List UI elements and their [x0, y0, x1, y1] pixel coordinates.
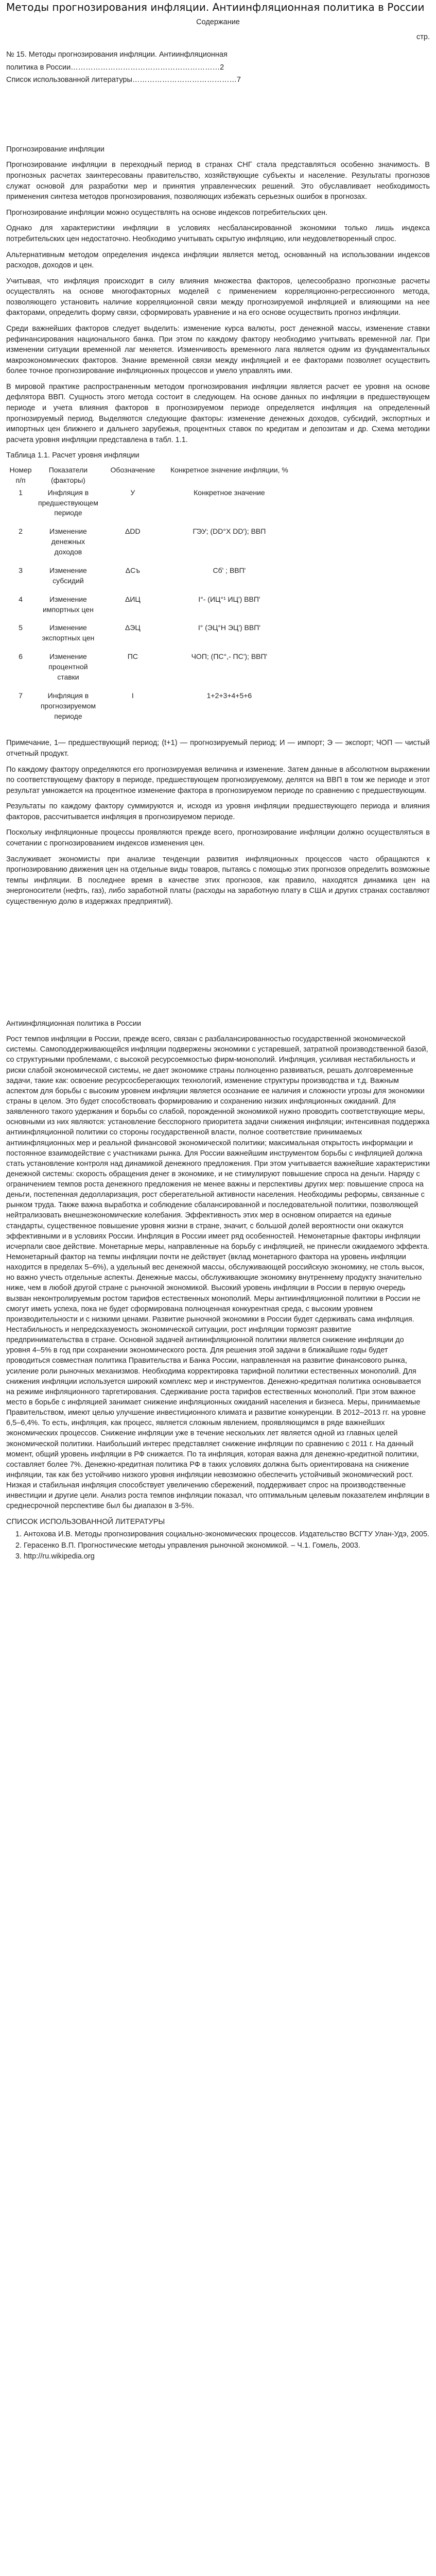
table-cell: Изменение процентной ставки: [48, 652, 88, 681]
table-cell: I°- (ИЦ°¹ ИЦ') ВВП': [198, 595, 260, 603]
table-cell: 1: [19, 488, 23, 497]
table-cell: 7: [19, 691, 23, 700]
table-cell: Конкретное значение: [194, 488, 265, 497]
table-cell: ΔCъ: [125, 566, 140, 574]
table-cell: Инфляция в прогнозируемом периоде: [40, 691, 96, 720]
references-list: [6, 1529, 430, 1562]
references: [6, 1517, 430, 1562]
section-anti-inflation: [6, 1019, 430, 1512]
paragraph: Альтернативным методом определения индекса инфляции является метод, основанный на использовании индексов расходов, доходов и цен.: [6, 250, 430, 270]
table-row: [6, 690, 294, 729]
reference-item[interactable]: 3. http://ru.wikipedia.org: [24, 1551, 430, 1562]
table-cell: Изменение экспортных цен: [42, 623, 95, 642]
table-header: Номер п/п: [9, 465, 32, 484]
table-cell: Инфляция в предшествующем периоде: [38, 488, 98, 517]
reference-item: 1. Антохова И.В. Методы прогнозирования социально-экономических процессов. Издательство ВСГТУ Улан-Удэ, 2005.: [24, 1529, 430, 1540]
table-row: [6, 594, 294, 622]
table-cell: ΠС: [127, 652, 138, 661]
table-row: [6, 622, 294, 651]
table-header: Конкретное значение инфляции, %: [170, 465, 288, 474]
table-cell: 4: [19, 595, 23, 603]
document-page: [0, 1, 436, 1562]
table-cell: ЧОП; (ПС°,- ПС'); ВВП': [191, 652, 268, 661]
table-header: Показатели (факторы): [48, 465, 88, 484]
table-cell: Изменение импортных цен: [43, 595, 94, 614]
table-row: [6, 651, 294, 690]
table-caption: Таблица 1.1. Расчет уровня инфляции: [6, 451, 139, 460]
paragraph: Поскольку инфляционные процессы проявляются прежде всего, прогнозирование инфляции должно осуществляться в сочетании с прогнозированием индексов изменения цен.: [6, 828, 430, 848]
toc-item-1-line-2[interactable]: политика в России……………………………………………………2: [6, 63, 224, 72]
toc-heading: Содержание: [196, 18, 240, 26]
toc-item-1-line-1[interactable]: № 15. Методы прогнозирования инфляции. Антиинфляционная: [6, 50, 228, 59]
page-break-spacer: [6, 88, 430, 139]
table-cell: I° (ЭЦ°Н ЭЦ') ВВП': [198, 623, 260, 632]
table-cell: 5: [19, 623, 23, 632]
paragraph: Прогнозирование инфляции в переходный период в странах СНГ стала представляться особенно значимость. В прогнозных расчетах заинтересованы правительство, хозяйствующие субъекты и население. Результаты прогнозов служат основой для разработки мер и принятия управленческих решений. Это обуславливает необходимость применения синтеза методов прогнозирования, позволяющих избежать серьезных ошибок в прогнозах.: [6, 161, 430, 201]
table-row: [6, 526, 294, 565]
document-title: Методы прогнозирования инфляции. Антиинфляционная политика в России: [6, 1, 425, 13]
section-forecasting: [6, 144, 430, 907]
table-cell: 2: [19, 527, 23, 536]
paragraph: В мировой практике распространенным методом прогнозирования инфляции является расчет ее уровня на основе дефлятора ВВП. Сущность этого метода состоит в следующем. На основе данных по инфляции в предшествующем периоде и учета влияния факторов в прогнозируемом периоде определяется инфляция на определенный прогнозируемый период. Выделяются следующие факторы: изменение денежных доходов, субсидий, экспортных и импортных цен ближнего и дальнего зарубежья, процентных ставок по кредитам и депозитам и др. Схема методики расчета уровня инфляции представлена в табл. 1.1.: [6, 382, 430, 444]
table-cell: ΔИЦ: [125, 595, 141, 603]
table-cell: Изменение субсидий: [49, 566, 87, 585]
paragraph: Среди важнейших факторов следует выделить: изменение курса валюты, рост денежной массы, изменение ставки рефинансирования национального банка. При этом по каждому фактору необходимо учитывать временной лаг. При изменении ситуации временной лаг меняется. Изменчивость временного лага является одним из фундаментальных макроэкономических факторов. Знание временной связи между инфляцией и ее факторами позволяет осуществить более точное прогнозирование инфляционных процессов и умело управлять ими.: [6, 324, 430, 376]
section-heading: Прогнозирование инфляции: [6, 145, 104, 154]
table-cell: Г̄ЭУ; (DD°Х DD'); ВВП: [193, 527, 266, 536]
paragraph: По каждому фактору определяются его прогнозируемая величина и изменение. Затем данные в абсолютном выражении по соответствующему фактору в периоде, предшествующем прогнозируемому, делятся на ВВП в том же периоде и этот результат умножается на процентное изменение фактора в прогнозируемом периоде по сравнению с предшествующим.: [6, 765, 430, 795]
paragraph: Рост темпов инфляции в России, прежде всего, связан с разбалансированностью государственной экономической системы. Самоподдерживающейся инфляции подвержены экономики с устаревшей, затратной производственной базой, со структурными проблемами, с высокой ресурсоемкостью фирм-монополий. Инфляция, усиливая нестабильность и риски слабой экономической системы, не дает экономике страны полноценно развиваться, решать долговременные задачи, такие как: освоение ресурсосберегающих технологий, изменение структуры производства и т.д. Важным аспектом для борьбы с высоким уровнем инфляции является осознание ее наличия и сложности угрозы для экономики страны в целом. Это будет способствовать формированию и сохранению низких инфляционных ожиданий. Для заявленного такого удержания и борьбы со слабой, порожденной экономикой нужно проводить соответствующие меры, основными из них являются: установление бесспорного приоритета задачи снижения инфляции; интенсивная поддержка антиинфляционной политики со стороны государственной власти, полное соответствие принимаемых антиинфляционных мер и реальной финансовой экономической политики; максимальная открытость информации и постоянное взаимодействие с участниками рынка. Для России важнейшим инструментом борьбы с инфляцией должна стать установление контроля над динамикой денежного предложения. При этом учитывается важнейшие характеристики денежной системы: скорость обращения денег в экономике, и не стимулируют повышение спроса на деньги. Наряду с ограничением темпов роста денежного предложения не менее важны и перспективы других мер: повышение спроса на деньги, постепенная дедолларизация, рост сберегательной активности населения. Необходимы реформы, связанные с рынком труда. Также важна выработка и соблюдение сбалансированной и последовательной политики, позволяющей нейтрализовать внешнеэкономические колебания. Эффективность этих мер в основном опирается на единые стандарты, существенное повышение уровня жизни в стране, значит, с большой долей вероятности они окажутся эффективными и в условиях России. Инфляция в России имеет ряд особенностей. Немонетарные факторы инфляции исчерпали свое действие. Монетарные меры, направленные на борьбу с инфляцией, не принесли ожидаемого эффекта. Немонетарный фактор на темпы инфляции почти не действует (вклад монетарного фактора на уровень инфляции находится в пределах 5–6%), а удельный вес денежной массы, обслуживающей российскую экономику, не столь высок, но важно учесть отдельные аспекты. Денежные массы, обслуживающие экономику внутреннему продукту значительно ниже, чем в любой другой стране с рыночной экономикой. Высокий уровень инфляции в России в первую очередь вызван неконтролируемым ростом тарифов естественных монополий. Меры антиинфляционной политики в России не смогут иметь успеха, пока не будет сформирована полноценная конкурентная среда, с высоким уровнем производительности и с низкими ценами. Развитие рыночной экономики в России будет сдерживать сама инфляция. Нестабильность и непредсказуемость экономической ситуации, рост инфляции тормозят развитие предпринимательства в стране. Основной задачей антиинфляционной политики является снижение инфляции до уровня 4–5% в год при сохранении экономического роста. Для решения этой задачи в ближайшие годы будет проводиться совместная политика Правительства и Банка России, направленная на развитие финансового рынка, усиление роли рыночных механизмов. Необходима корректировка тарифной политики естественных монополий. Для снижения инфляции используется широкий комплекс мер и инструментов. Денежно-кредитная политика основывается на режиме инфляционного таргетирования. Сдерживание роста тарифов естественных монополий. При этом важное место в борьбе с инфляцией занимает снижение инфляционных ожиданий населения и бизнеса. Меры, принимаемые Правительством, имеют целью улучшение инвестиционного климата и развитие конкуренции. В 2012–2013 гг. на уровне 6,5–6,4%. То есть, инфляция, как процесс, является сложным явлением, проявляющимся в ряде важнейших экономических процессов. Снижение инфляции уже в течение нескольких лет является одной из главных целей экономической политики. Наибольший интерес представляет снижение инфляции по сравнению с 2011 г. На данный момент, общий уровень инфляции в РФ снижается. По та инфляция, которая важна для денежно-кредитной политики, составляет более 7%. Денежно-кредитная политика РФ в таких условиях должна быть ориентирована на снижение инфляции, так как без устойчиво низкого уровня инфляции невозможно обеспечить устойчивый экономический рост. Низкая и стабильная инфляция способствует увеличению сбережений, поддерживает спрос на производственные инвестиции и другие цели. Анализ роста темпов инфляции показал, что оптимальным целевым показателем инфляции в среднесрочной перспективе был бы диапазон в 3-5%.: [6, 1035, 430, 1511]
table-header: Обозначение: [110, 465, 155, 474]
toc-page-label: стр.: [416, 32, 430, 41]
table-cell: ΔЭЦ: [125, 623, 141, 632]
toc-item-2[interactable]: Список использованной литературы……………………………………7: [6, 76, 241, 84]
table-cell: Изменение денежных доходов: [49, 527, 87, 556]
reference-item: 2. Герасенко В.П. Прогностические методы управления рыночной экономикой. – Ч.1. Гомель, 2003.: [24, 1540, 430, 1551]
paragraph: Заслуживает экономисты при анализе тенденции развития инфляционных процессов часто обращаются к прогнозированию движения цен на отдельные виды товаров, пытаясь с помощью этих прогнозов определить возможные темпы инфляции. В последнее время в качестве этих прогнозов, как правило, находятся динамика цен на энергоносители (нефть, газ), либо заработной платы (расходы на заработную плату в США и других странах составляют существенную долю в издержках предприятий).: [6, 855, 430, 906]
table-of-contents: [6, 17, 430, 86]
paragraph: Учитывая, что инфляция происходит в силу влияния множества факторов, целесообразно прогнозные расчеты осуществлять на основе многофакторных моделей с применением корреляционно-регрессионного метода, позволяющего установить наличие корреляционной связи между прогнозируемой инфляцией и влияющими на нее факторами, определить форму связи, сформировать уравнение и на его основе осуществить прогноз инфляции.: [6, 277, 430, 317]
table-cell: У: [130, 488, 135, 497]
table-row: [6, 487, 294, 526]
table-row: [6, 565, 294, 594]
table-cell: 1+2+3+4+5+6: [206, 691, 252, 700]
table-cell: ΔDD: [125, 527, 141, 536]
table-cell: Сб' ; ВВП': [213, 566, 246, 574]
table-note: Примечание, 1— предшествующий период; (t+1) — прогнозируемый период; И — импорт; Э — экспорт; ЧОП — чистый отчетный продукт.: [6, 739, 430, 758]
inflation-calc-table: [6, 464, 294, 729]
paragraph: Однако для характеристики инфляции в условиях несбалансированной экономики только лишь индекса потребительских цен недостаточно. Необходимо учитывать скрытую инфляцию, или неудовлетворенный спрос.: [6, 224, 430, 243]
references-heading: СПИСОК ИСПОЛЬЗОВАННОЙ ЛИТЕРАТУРЫ: [6, 1517, 165, 1526]
table-cell: 3: [19, 566, 23, 574]
table-cell: I: [131, 691, 134, 700]
table-cell: 6: [19, 652, 23, 661]
paragraph: Результаты по каждому фактору суммируются и, исходя из уровня инфляции предшествующего периода и влияния факторов, рассчитывается инфляция в прогнозируемом периоде.: [6, 802, 430, 821]
section-heading: Антиинфляционная политика в России: [6, 1019, 142, 1028]
page-break-spacer: [6, 912, 430, 1013]
paragraph: Прогнозирование инфляции можно осуществлять на основе индексов потребительских цен.: [6, 208, 328, 217]
